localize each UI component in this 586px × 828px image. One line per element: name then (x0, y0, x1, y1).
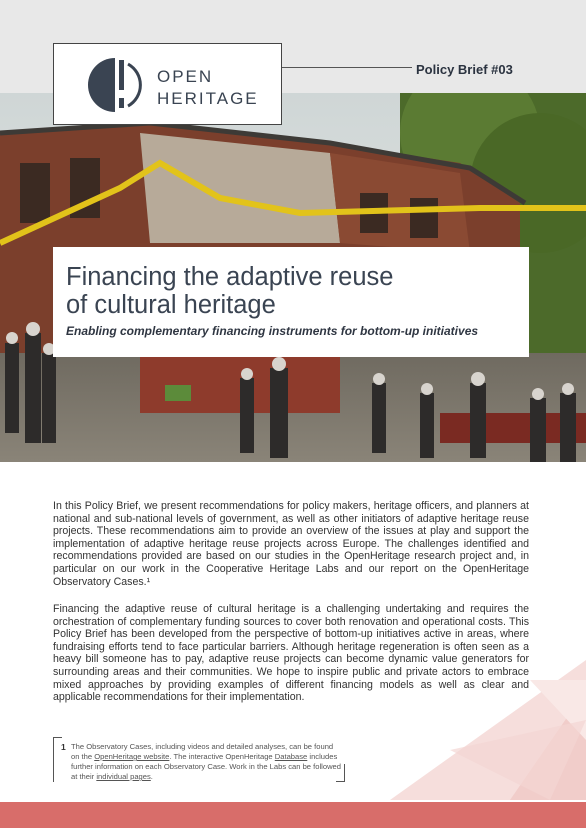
openheritage-logo[interactable] (53, 43, 282, 125)
footer-band (0, 802, 586, 828)
footnote-text-c: includes further information on each Observatory Case. Work in the Labs can be followed at their (71, 752, 342, 781)
database-link[interactable]: Database (274, 752, 308, 761)
logo-line-heritage: HERITAGE (157, 89, 259, 108)
logo-line-open: OPEN (157, 67, 214, 86)
title-line-1: Financing the adaptive reuse (66, 263, 394, 291)
footnote-text-d: . (150, 772, 153, 781)
title-line-2: of cultural heritage (66, 291, 276, 319)
logo-mark-icon (88, 56, 146, 114)
footnote-text (71, 742, 343, 782)
body-paragraph-1: In this Policy Brief, we present recommendations for policy makers, heritage officers, and planners at national and sub-national levels of government, as well as other initiators of adaptive heritage reuse projects. These recommendations aim to provide an overview of the issues at play and support the implementation of adaptive heritage reuse projects across Europe. The challenges identified and recommendations provided are based on our studies in the OpenHeritage research project and, in particular on our work in the Cooperative Heritage Labs and our report on the OpenHeritage Observatory Cases.¹ (53, 500, 529, 588)
logo-text (157, 66, 259, 110)
policy-brief-label: Policy Brief #03 (416, 62, 513, 77)
footnote-text-b: . The interactive OpenHeritage (169, 752, 275, 761)
footnote-text-a: The Observatory Cases, including videos and detailed analyses, can be found on the (71, 742, 334, 761)
document-subtitle: Enabling complementary financing instruments for bottom-up initiatives (66, 324, 479, 338)
openheritage-website-link[interactable]: OpenHeritage website (94, 752, 170, 761)
footnote-number: 1 (61, 742, 66, 752)
header-rule (282, 67, 412, 68)
title-box (53, 247, 529, 357)
document-title (66, 263, 526, 319)
body-paragraph-2: Financing the adaptive reuse of cultural heritage is a challenging undertaking and requires the orchestration of complementary funding sources to cover both renovation and operational costs. This Policy Brief has been developed from the perspective of bottom-up initiatives active in areas, where fundraising efforts tend to face particular barriers. Although heritage regeneration is often seen as a heavy bill someone has to pay, adaptive reuse projects can become dynamic value generators for surrounding areas and their communities. We hope to inspire public and private actors to embrace mixed approaches by providing examples of different financing models as well as clear and applicable recommendations for their implementation. (53, 603, 529, 704)
decorative-shapes (330, 660, 586, 810)
individual-pages-link[interactable]: individual pages (96, 772, 151, 781)
